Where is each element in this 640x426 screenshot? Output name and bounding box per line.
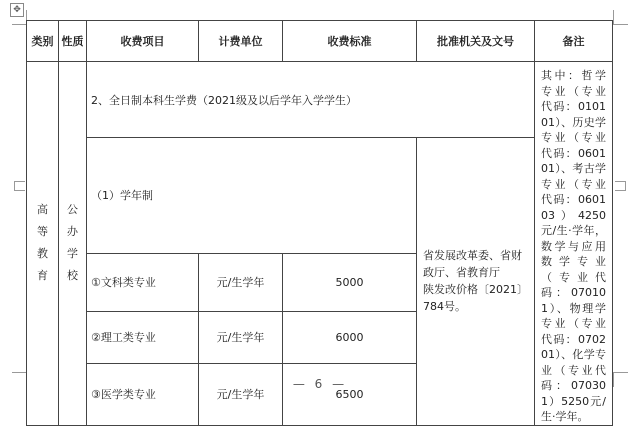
category-char: 等: [37, 225, 48, 239]
header-unit: 计费单位: [199, 21, 283, 62]
remark-cell: 其中：哲学专业（专业代码：010101）、历史学专业（专业代码：060101）、考古学专业（专业代码：060103）4250元/生·学年，数学与应用数学专业（专业代码：070101）、物理学专业（专业代码：070201）、化学专业（专业代码：070301）5250元/生·学年。: [535, 62, 613, 426]
header-nature: 性质: [59, 21, 87, 62]
category-char: 教: [37, 247, 48, 261]
crop-mark-top-right: [613, 10, 628, 25]
header-approval: 批准机关及文号: [417, 21, 535, 62]
row-fee: 6500: [283, 363, 417, 425]
table-row: [27, 62, 613, 138]
category-cell: [27, 62, 59, 426]
header-item: 收费项目: [87, 21, 199, 62]
header-standard: 收费标准: [283, 21, 417, 62]
fee-table: [26, 20, 613, 426]
category-char: 育: [37, 269, 48, 283]
header-category: 类别: [27, 21, 59, 62]
row-name: ①文科类专业: [87, 253, 199, 311]
move-handle-icon[interactable]: ✥: [10, 3, 24, 17]
row-fee: 5000: [283, 253, 417, 311]
table-row: [27, 138, 613, 254]
approval-line-1: 省发展改革委、省财政厅、省教育厅: [423, 249, 522, 280]
sub-title-cell: （1）学年制: [87, 138, 417, 254]
row-unit: 元/生学年: [199, 311, 283, 363]
header-remark: 备注: [535, 21, 613, 62]
nature-cell: [59, 62, 87, 426]
row-unit: 元/生学年: [199, 253, 283, 311]
nature-char: 学: [67, 247, 78, 261]
margin-mark-right: [615, 181, 626, 191]
page-number: — 6 —: [292, 377, 348, 391]
row-name: ③医学类专业: [87, 363, 199, 425]
approval-line-2: 陕发改价格〔2021〕784号。: [423, 283, 528, 314]
nature-char: 办: [67, 225, 78, 239]
margin-mark-left: [14, 181, 25, 191]
item-title-cell: 2、全日制本科生学费（2021级及以后学年入学学生）: [87, 62, 535, 138]
row-name: ②理工类专业: [87, 311, 199, 363]
header-row: [27, 21, 613, 62]
nature-char: 校: [67, 269, 78, 283]
crop-mark-top-left: [12, 10, 27, 25]
row-unit: 元/生学年: [199, 363, 283, 425]
row-fee: 6000: [283, 311, 417, 363]
category-char: 高: [37, 203, 48, 217]
nature-char: 公: [67, 203, 78, 217]
